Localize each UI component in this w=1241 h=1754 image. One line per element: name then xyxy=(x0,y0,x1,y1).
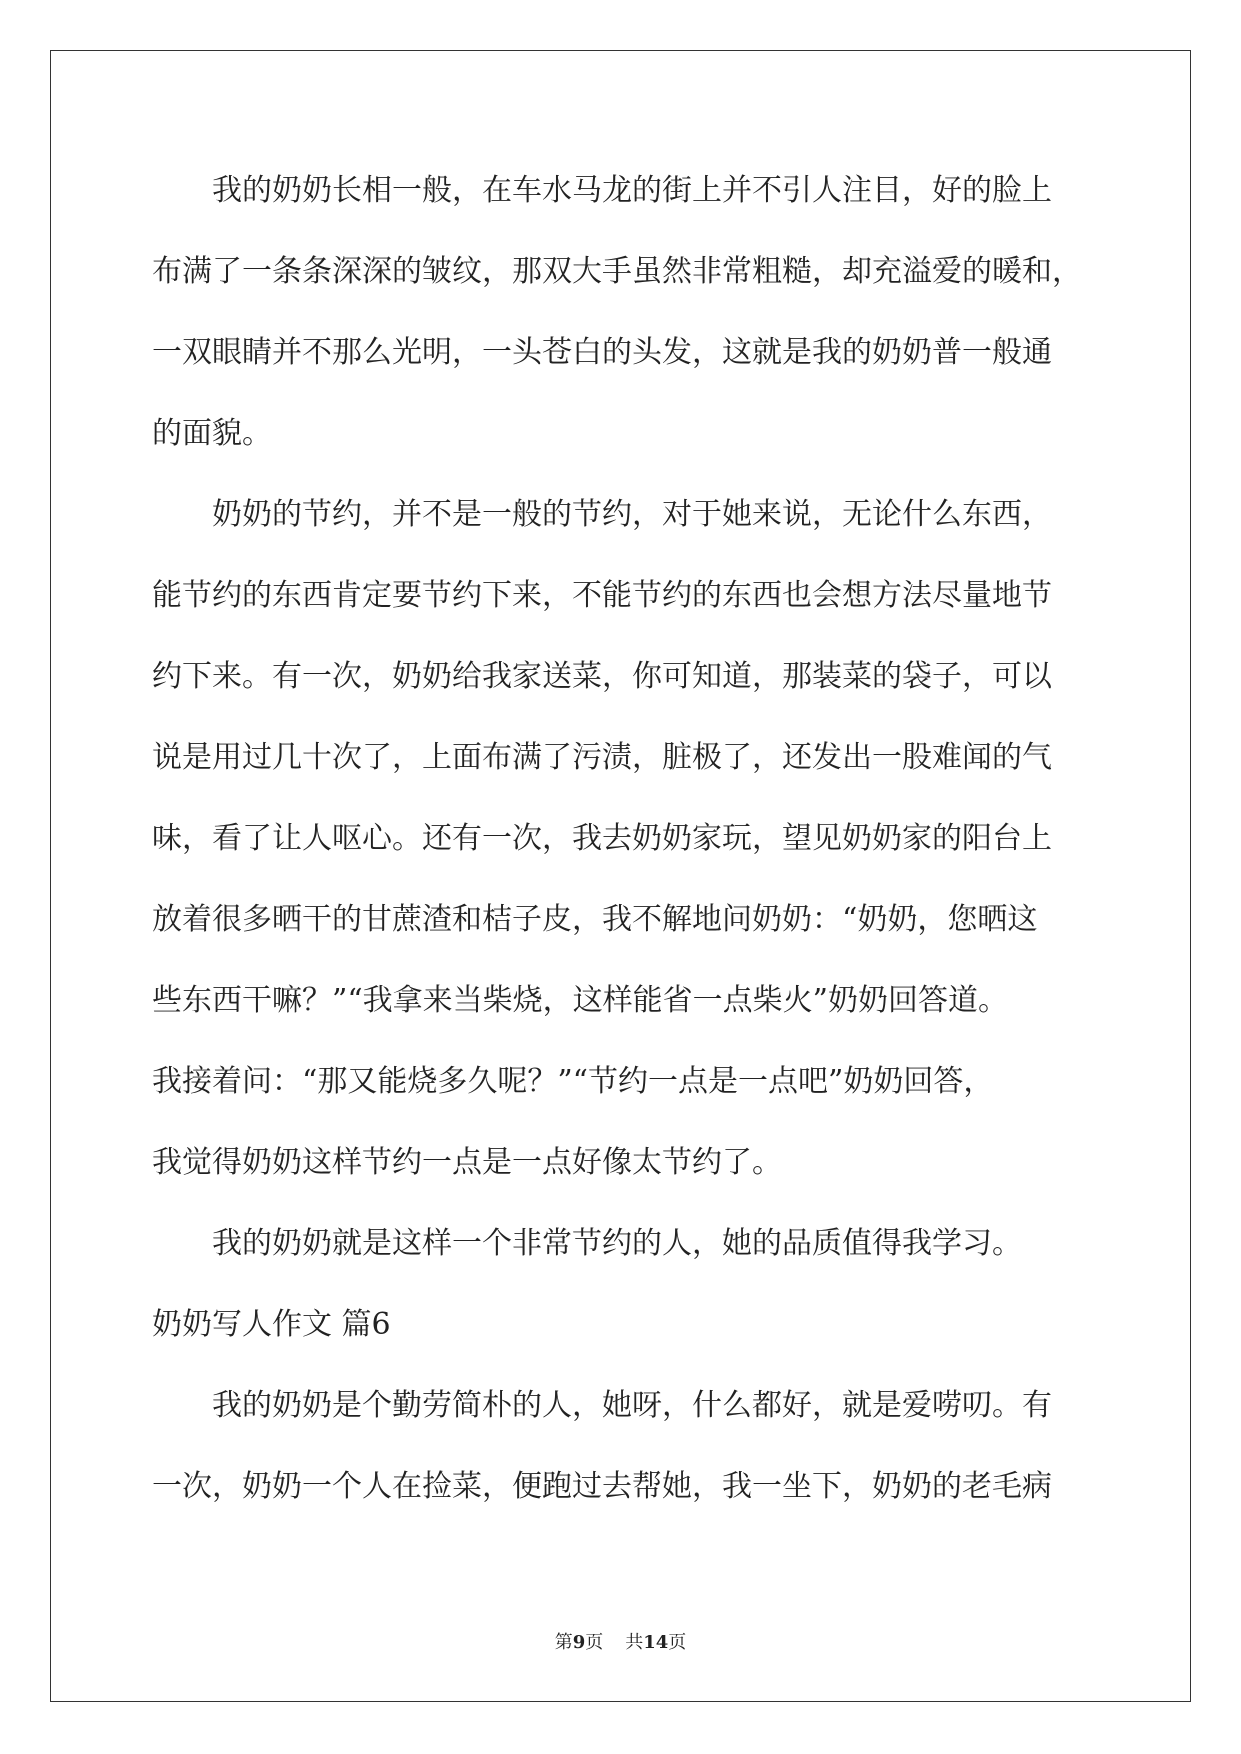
text-line-5: 奶奶的节约，并不是一般的节约，对于她来说，无论什么东西， xyxy=(212,497,1052,532)
text-line-3: 一双眼睛并不那么光明，一头苍白的头发，这就是我的奶奶普一般通 xyxy=(152,335,1052,370)
total-pages: 14 xyxy=(643,1632,669,1653)
text-line-12: 我接着问：“那又能烧多久呢？”“节约一点是一点吧”奶奶回答， xyxy=(152,1064,994,1099)
text-line-1: 我的奶奶长相一般，在车水马龙的街上并不引人注目，好的脸上 xyxy=(212,173,1052,208)
text-line-14: 我的奶奶就是这样一个非常节约的人，她的品质值得我学习。 xyxy=(212,1226,1022,1261)
text-line-16: 我的奶奶是个勤劳简朴的人，她呀，什么都好，就是爱唠叨。有 xyxy=(212,1388,1052,1423)
page-suffix: 页 xyxy=(585,1632,604,1653)
text-line-13: 我觉得奶奶这样节约一点是一点好像太节约了。 xyxy=(152,1145,782,1180)
text-line-8: 说是用过几十次了，上面布满了污渍，脏极了，还发出一股难闻的气 xyxy=(152,740,1052,775)
total-suffix: 页 xyxy=(668,1632,687,1653)
text-line-10: 放着很多晒干的甘蔗渣和桔子皮，我不解地问奶奶：“奶奶，您晒这 xyxy=(152,902,1038,937)
text-line-7: 约下来。有一次，奶奶给我家送菜，你可知道，那装菜的袋子，可以 xyxy=(152,659,1052,694)
text-line-4: 的面貌。 xyxy=(152,416,272,451)
text-line-9: 味，看了让人呕心。还有一次，我去奶奶家玩，望见奶奶家的阳台上 xyxy=(152,821,1052,856)
total-prefix: 共 xyxy=(625,1632,644,1653)
text-line-2: 布满了一条条深深的皱纹，那双大手虽然非常粗糙，却充溢爱的暖和， xyxy=(152,254,1082,289)
section-heading: 奶奶写人作文 篇6 xyxy=(152,1307,391,1342)
text-line-6: 能节约的东西肯定要节约下来，不能节约的东西也会想方法尽量地节 xyxy=(152,578,1052,613)
document-body xyxy=(152,163,1088,1540)
text-line-11: 些东西干嘛？”“我拿来当柴烧，这样能省一点柴火”奶奶回答道。 xyxy=(152,983,1009,1018)
text-line-17: 一次，奶奶一个人在捡菜，便跑过去帮她，我一坐下，奶奶的老毛病 xyxy=(152,1469,1052,1504)
page-number: 9 xyxy=(572,1632,586,1653)
page-prefix: 第 xyxy=(554,1632,573,1653)
page-footer xyxy=(0,1628,1241,1654)
